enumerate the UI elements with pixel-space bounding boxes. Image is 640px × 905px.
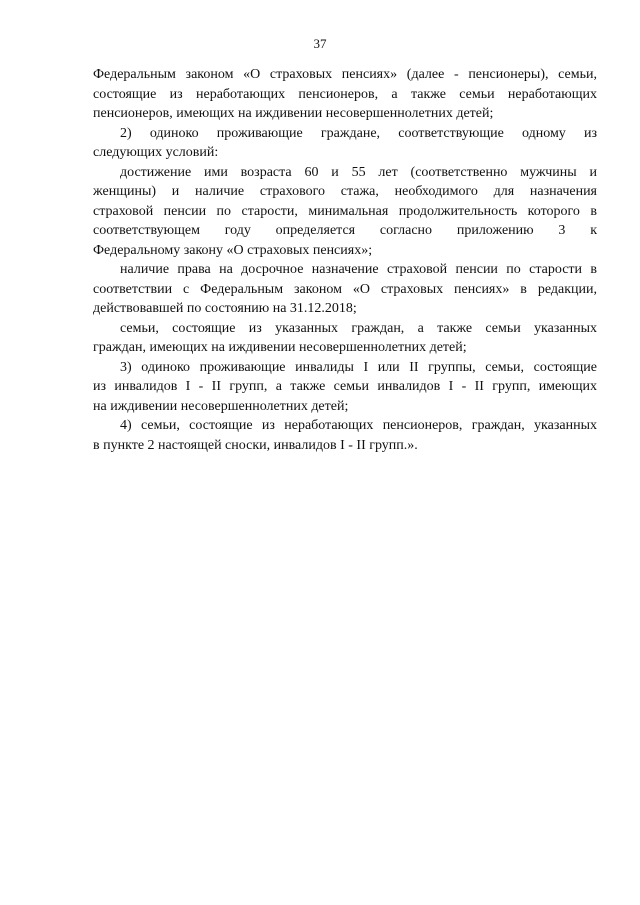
text-line: соответствующем году определяется согласно приложению 3 к [93, 223, 597, 238]
text-line: действовавшей по состоянию на 31.12.2018; [93, 301, 357, 316]
text-line: из инвалидов I - II групп, а также семьи инвалидов I - II групп, имеющих [93, 379, 597, 394]
text-line: 2) одиноко проживающие граждане, соответствующие одному из [120, 125, 597, 141]
text-line: на иждивении несовершеннолетних детей; [93, 398, 349, 414]
paragraph [93, 124, 597, 163]
paragraph [93, 163, 597, 261]
text-line: наличие права на досрочное назначение страховой пенсии по старости в [120, 262, 597, 277]
text-line: пенсионеров, имеющих на иждивении несовершеннолетних детей; [93, 106, 494, 121]
text-line: семьи, состоящие из указанных граждан, а также семьи указанных [120, 320, 597, 336]
text-line: соответствии с Федеральным законом «О страховых пенсиях» в редакции, [93, 281, 597, 297]
text-line: состоящие из неработающих пенсионеров, а также семьи неработающих [93, 86, 597, 102]
text-line: 4) семьи, состоящие из неработающих пенсионеров, граждан, указанных [120, 418, 597, 433]
text-line: достижение ими возраста 60 и 55 лет (соответственно мужчины и [120, 164, 597, 180]
paragraph [93, 319, 597, 358]
text-line: Федеральным законом «О страховых пенсиях» (далее - пенсионеры), семьи, [93, 67, 597, 82]
text-line: следующих условий: [93, 145, 219, 160]
text-line: граждан, имеющих на иждивении несовершеннолетних детей; [93, 340, 467, 355]
paragraph [93, 260, 597, 319]
paragraph [93, 416, 597, 455]
text-line: женщины) и наличие страхового стажа, необходимого для назначения [93, 184, 597, 199]
paragraph [93, 65, 597, 124]
text-line: 3) одиноко проживающие инвалиды I или II группы, семьи, состоящие [120, 359, 597, 375]
document-body [93, 65, 597, 455]
text-line: в пункте 2 настоящей сноски, инвалидов I - II групп.». [93, 437, 418, 453]
text-line: Федеральному закону «О страховых пенсиях»; [93, 242, 373, 258]
text-line: страховой пенсии по старости, минимальная продолжительность которого в [93, 203, 597, 219]
page-number: 37 [313, 36, 327, 51]
paragraph [93, 358, 597, 417]
